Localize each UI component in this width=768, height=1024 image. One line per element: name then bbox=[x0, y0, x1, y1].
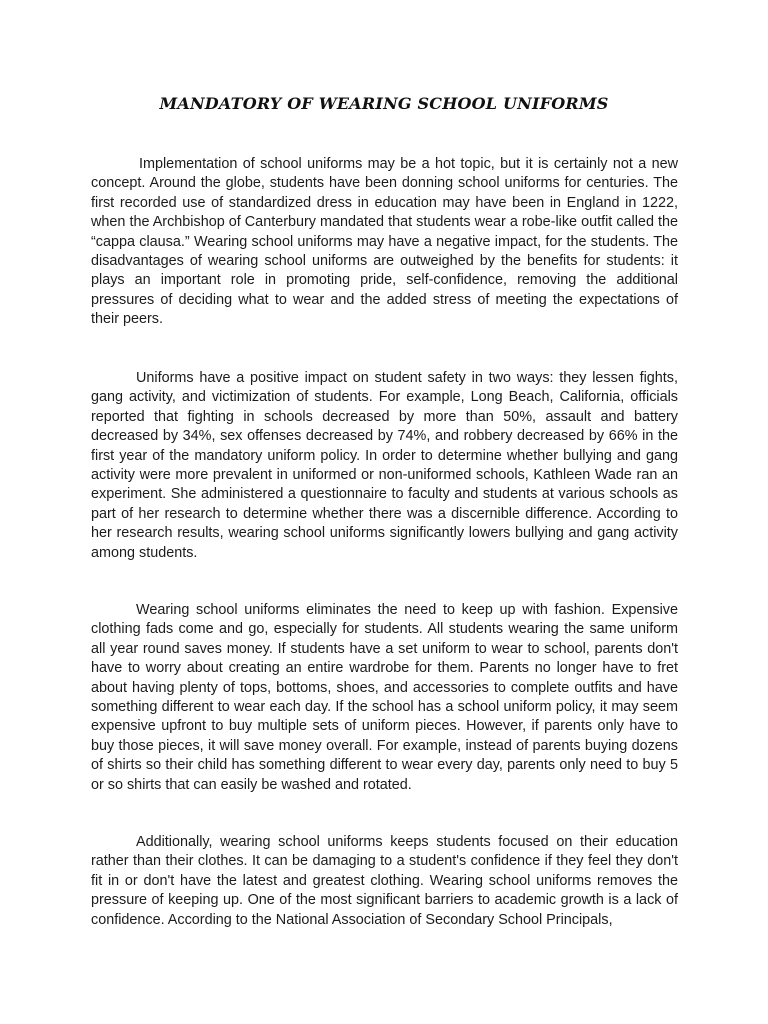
paragraph-history: Implementation of school uniforms may be a hot topic, but it is certainly not a new concept. Around the globe, students have been donning school uniforms for centuries. The first recorded use of standardized dress in education may have been in England in 1222, when the Archbishop of Canterbury mandated that students wear a robe-like outfit called the “cappa clausa.” Wearing school uniforms may have a negative impact, for the students. The disadvantages of wearing school uniforms are outweighed by the benefits for students: it plays an important role in promoting pride, self-confidence, removing the additional pressures of deciding what to wear and the added stress of meeting the expectations of their peers. bbox=[91, 156, 678, 328]
paragraph-focus: Additionally, wearing school uniforms keeps students focused on their education rather than their clothes. It can be damaging to a student's confidence if they feel they don't fit in or don't have the latest and greatest clothing. Wearing school uniforms removes the pressure of keeping up. One of the most significant barriers to academic growth is a lack of confidence. According to the National Association of Secondary School Principals, bbox=[91, 834, 678, 928]
paragraph-safety: Uniforms have a positive impact on student safety in two ways: they lessen fights, gang activity, and victimization of students. For example, Long Beach, California, officials reported that fighting in schools decreased by more than 50%, assault and battery decreased by 34%, sex offenses decreased by 74%, and robbery decreased by 66% in the first year of the mandatory uniform policy. In order to determine whether bullying and gang activity were more prevalent in uniformed or non-uniformed schools, Kathleen Wade ran an experiment. She administered a questionnaire to faculty and students at various schools as part of her research to determine whether there was a discernible difference. According to her research results, wearing school uniforms significantly lowers bullying and gang activity among students. bbox=[91, 370, 678, 561]
paragraph-fashion-cost: Wearing school uniforms eliminates the need to keep up with fashion. Expensive clothing fads come and go, especially for students. All students wearing the same uniform all year round saves money. If students have a set uniform to wear to school, parents don't have to worry about creating an entire wardrobe for them. Parents no longer have to fret about having plenty of tops, bottoms, shoes, and accessories to complete outfits and have something different to wear each day. If the school has a school uniform policy, it may seem expensive upfront to buy multiple sets of uniform pieces. However, if parents only have to buy those pieces, it will save money overall. For example, instead of parents buying dozens of shirts so their child has something different to wear every day, parents only need to buy 5 or so shirts that can easily be washed and rotated. bbox=[91, 602, 678, 793]
document-title: MANDATORY OF WEARING SCHOOL UNIFORMS bbox=[159, 94, 609, 113]
